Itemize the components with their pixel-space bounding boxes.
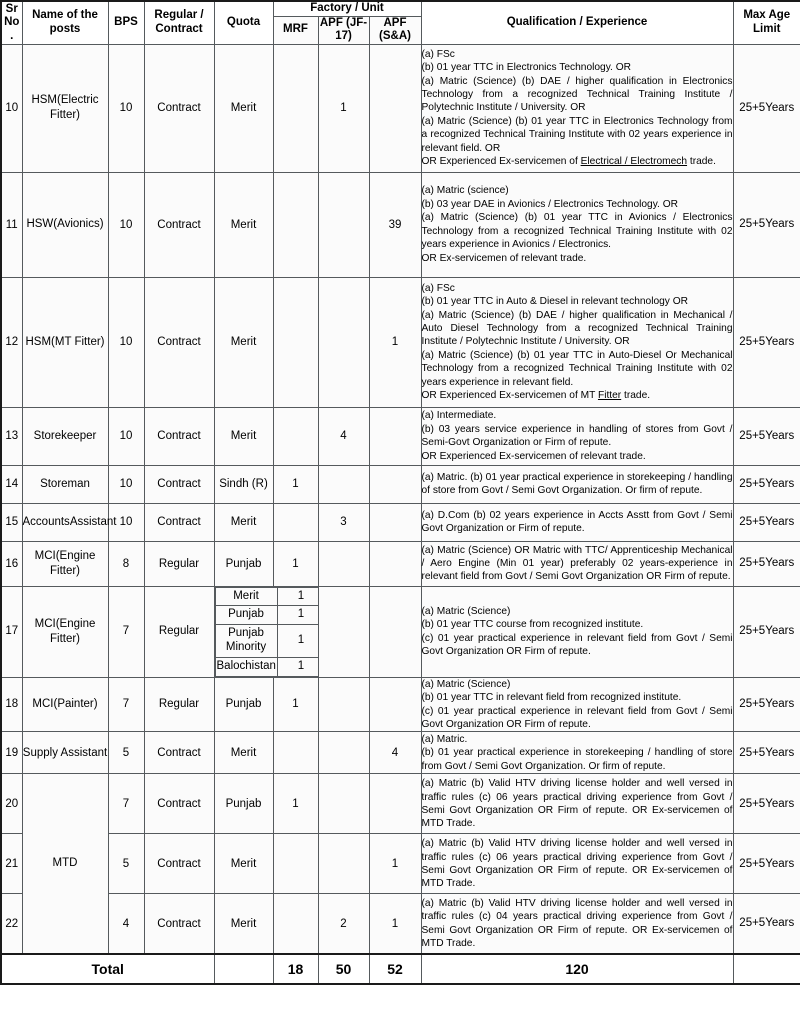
cell-mrf: 1 xyxy=(273,465,318,503)
total-apf-jf17: 50 xyxy=(318,954,369,984)
post-name-line2: (Engine Fitter) xyxy=(49,617,96,645)
quota-mrf-value: 1 xyxy=(277,606,325,625)
post-name-line1: Supply Assistant xyxy=(22,746,108,759)
cell-apf-sa: 1 xyxy=(369,894,421,954)
cell-post-name xyxy=(22,44,108,172)
max-age-line1: 25+5 xyxy=(739,746,766,759)
cell-max-age-limit xyxy=(733,277,800,407)
table-row xyxy=(1,732,800,774)
max-age-line2: Years xyxy=(765,477,795,490)
header-sr-no-line2: No xyxy=(4,16,20,29)
cell-bps: 7 xyxy=(108,774,144,834)
header-qualification-experience: Qualification / Experience xyxy=(421,1,733,44)
max-age-line2: Years xyxy=(765,917,795,930)
qualification-line: (c) 01 year practical experience in relevant field from Govt / Semi Govt Organization OR Firm of repute. xyxy=(421,705,733,731)
table-row xyxy=(1,586,800,677)
cell-bps: 10 xyxy=(108,465,144,503)
post-name-line2: (Engine Fitter) xyxy=(49,549,96,577)
header-sr-no xyxy=(1,1,22,44)
qualification-line: (a) Matric (Science) xyxy=(421,678,511,690)
cell-mrf xyxy=(273,407,318,465)
qualification-line: (a) Matric (b) Valid HTV driving license holder and well versed in traffic rules (c) 06 years practical driving experience from Govt / Semi Govt Organization OR Firm of repute. OR Ex-servicemen of MTD Trade. xyxy=(421,778,733,830)
qualification-cell xyxy=(421,774,733,834)
cell-sr-no: 13 xyxy=(1,407,22,465)
cell-regular-contract: Regular xyxy=(144,677,214,732)
cell-apf-jf17 xyxy=(318,774,369,834)
header-sr-no-line1: Sr xyxy=(5,2,18,15)
max-age-line1: 25+5 xyxy=(739,101,766,114)
max-age-line1: 25+5 xyxy=(739,557,766,570)
header-bps: BPS xyxy=(108,1,144,44)
cell-apf-jf17 xyxy=(318,541,369,586)
cell-regular-contract: Regular xyxy=(144,541,214,586)
quota-breakdown-row xyxy=(215,657,325,676)
cell-sr-no: 19 xyxy=(1,732,22,774)
cell-post-name xyxy=(22,465,108,503)
qualification-cell xyxy=(421,407,733,465)
post-name-line2: (Avionics) xyxy=(53,218,104,231)
quota-mrf-value: 1 xyxy=(277,625,325,658)
post-name-line1: MCI xyxy=(32,698,54,711)
cell-apf-sa xyxy=(369,774,421,834)
header-regular-contract xyxy=(144,1,214,44)
cell-quota: Merit xyxy=(214,277,273,407)
qualification-cell xyxy=(421,732,733,774)
cell-apf-jf17 xyxy=(318,834,369,894)
cell-apf-sa xyxy=(369,503,421,541)
cell-quota: Merit xyxy=(214,407,273,465)
cell-apf-jf17 xyxy=(318,465,369,503)
qualification-line: (a) Matric (Science) (b) DAE / higher qualification in Mechanical / Auto Diesel Technology from a recognized Technical Training Institute / Polytechnic Institute / University. OR xyxy=(421,309,733,348)
cell-max-age-limit xyxy=(733,586,800,677)
qualification-line: (a) Matric (b) Valid HTV driving license holder and well versed in traffic rules (c) 06 years practical driving experience from Govt / Semi Govt Organization OR Firm of repute. OR Ex-servicemen of MTD Trade. xyxy=(421,838,733,890)
cell-max-age-limit xyxy=(733,465,800,503)
max-age-line1: 25+5 xyxy=(739,515,766,528)
table-row xyxy=(1,407,800,465)
qualification-line: (a) Matric (b) Valid HTV driving license holder and well versed in traffic rules (c) 04 years practical driving experience from Govt / Semi Govt Organization OR Firm of repute. OR Ex-servicemen of MTD Trade. xyxy=(421,897,733,950)
qualification-line: (a) Matric (science) xyxy=(421,185,509,197)
table-row xyxy=(1,172,800,277)
post-name-line1: Accounts xyxy=(22,515,70,528)
cell-quota-subtable xyxy=(214,586,318,677)
cell-bps: 10 xyxy=(108,407,144,465)
cell-bps: 5 xyxy=(108,732,144,774)
cell-post-name: MTD xyxy=(22,774,108,954)
table-row xyxy=(1,44,800,172)
cell-bps: 8 xyxy=(108,541,144,586)
qualification-line: OR Experienced Ex-servicemen of Electrical / Electromech trade. xyxy=(421,156,716,168)
cell-bps: 10 xyxy=(108,277,144,407)
table-header xyxy=(1,1,800,44)
header-regular-line2: Contract xyxy=(155,22,203,35)
cell-regular-contract: Regular xyxy=(144,586,214,677)
cell-regular-contract: Contract xyxy=(144,894,214,954)
table-body xyxy=(1,44,800,984)
max-age-line2: Years xyxy=(765,625,795,638)
header-apf-sa-line2: (S&A) xyxy=(379,30,411,43)
header-quota: Quota xyxy=(214,1,273,44)
cell-apf-sa xyxy=(369,586,421,677)
header-apf-jf17 xyxy=(318,16,369,44)
qualification-line: (b) 03 year DAE in Avionics / Electronics Technology. OR xyxy=(421,198,678,210)
cell-quota: Merit xyxy=(214,732,273,774)
header-max-age-limit xyxy=(733,1,800,44)
max-age-line2: Years xyxy=(765,698,795,711)
cell-max-age-limit xyxy=(733,834,800,894)
cell-sr-no: 11 xyxy=(1,172,22,277)
cell-apf-sa xyxy=(369,407,421,465)
qualification-line: (a) D.Com (b) 02 years experience in Accts Asstt from Govt / Semi Govt Organization or Firm of repute. xyxy=(421,509,733,535)
cell-sr-no: 15 xyxy=(1,503,22,541)
total-grand: 120 xyxy=(421,954,733,984)
cell-max-age-limit xyxy=(733,732,800,774)
max-age-line1: 25+5 xyxy=(739,797,766,810)
max-age-line1: 25+5 xyxy=(739,218,766,231)
post-name-line1: MCI xyxy=(34,617,56,630)
cell-bps: 7 xyxy=(108,677,144,732)
qualification-cell xyxy=(421,541,733,586)
qualification-line: (b) 03 years service experience in handling of stores from Govt / Semi-Govt Organization or Firm of repute. xyxy=(421,423,733,449)
qualification-line: (a) Matric. (b) 01 year practical experience in storekeeping / handling of store from Govt / Semi Govt Organization. Or firm of repute. xyxy=(421,471,733,497)
post-name-line1: HSM xyxy=(31,94,58,107)
quota-breakdown-row xyxy=(215,625,325,658)
max-age-line2: Years xyxy=(765,557,795,570)
max-age-line2: Years xyxy=(765,335,795,348)
max-age-line2: Years xyxy=(765,218,795,231)
max-age-line1: 25+5 xyxy=(739,857,766,870)
table-row xyxy=(1,774,800,834)
header-apf-sa xyxy=(369,16,421,44)
cell-quota: Merit xyxy=(214,503,273,541)
cell-sr-no: 18 xyxy=(1,677,22,732)
qualification-cell xyxy=(421,277,733,407)
cell-max-age-limit xyxy=(733,541,800,586)
max-age-line1: 25+5 xyxy=(739,698,766,711)
max-age-line2: Years xyxy=(765,515,795,528)
cell-regular-contract: Contract xyxy=(144,503,214,541)
post-name-line2: (Electric Fitter) xyxy=(49,94,99,122)
cell-apf-jf17 xyxy=(318,277,369,407)
quota-label: Punjab xyxy=(215,606,277,625)
max-age-line1: 25+5 xyxy=(739,917,766,930)
qualification-cell xyxy=(421,586,733,677)
max-age-line2: Years xyxy=(765,797,795,810)
quota-mrf-value: 1 xyxy=(277,657,325,676)
cell-mrf xyxy=(273,44,318,172)
cell-apf-sa: 4 xyxy=(369,732,421,774)
cell-quota: Merit xyxy=(214,894,273,954)
cell-quota: Sindh (R) xyxy=(214,465,273,503)
header-max-age-line1: Max Age xyxy=(743,9,791,22)
cell-apf-jf17 xyxy=(318,172,369,277)
qualification-cell xyxy=(421,894,733,954)
cell-post-name xyxy=(22,541,108,586)
header-apf-sa-line1: APF xyxy=(383,16,407,29)
header-name-of-posts xyxy=(22,1,108,44)
cell-max-age-limit xyxy=(733,894,800,954)
cell-max-age-limit xyxy=(733,172,800,277)
header-max-age-line2: Limit xyxy=(753,22,781,35)
table-row xyxy=(1,894,800,954)
cell-quota: Punjab xyxy=(214,677,273,732)
cell-apf-jf17 xyxy=(318,586,369,677)
cell-apf-sa xyxy=(369,465,421,503)
qualification-line: (a) Intermediate. xyxy=(421,410,497,422)
total-mrf: 18 xyxy=(273,954,318,984)
qualification-line: (a) Matric. xyxy=(421,733,468,745)
header-row-top xyxy=(1,1,800,16)
cell-apf-jf17: 2 xyxy=(318,894,369,954)
header-sr-no-line3: . xyxy=(10,29,14,42)
max-age-line2: Years xyxy=(765,101,795,114)
max-age-line2: Years xyxy=(765,857,795,870)
qualification-line: (b) 01 year TTC in Electronics Technology. OR xyxy=(421,62,631,74)
header-regular-line1: Regular / xyxy=(154,9,204,22)
qualification-line: (c) 01 year practical experience in relevant field from Govt / Semi Govt Organization OR Firm of repute. xyxy=(421,632,733,658)
max-age-line1: 25+5 xyxy=(739,335,766,348)
cell-max-age-limit xyxy=(733,44,800,172)
cell-sr-no: 16 xyxy=(1,541,22,586)
qualification-line: (a) Matric (Science) (b) DAE / higher qualification in Electronics Technology from a recognized Technical Training Institute / Polytechnic Institute / University. OR xyxy=(421,75,733,114)
cell-max-age-limit xyxy=(733,774,800,834)
header-apf-jf17-line1: APF xyxy=(319,16,343,29)
qualification-line: (a) FSc xyxy=(421,48,455,60)
table-row xyxy=(1,503,800,541)
qualification-line: OR Experienced Ex-servicemen of MT Fitter trade. xyxy=(421,390,651,402)
quota-mrf-value: 1 xyxy=(277,587,325,606)
max-age-line1: 25+5 xyxy=(739,429,766,442)
quota-label: Balochistan xyxy=(215,657,277,676)
post-name-line1: MCI xyxy=(34,549,56,562)
post-name-line1: Storekeeper xyxy=(33,429,97,442)
cell-mrf xyxy=(273,172,318,277)
qualification-line: (a) Matric (Science) (b) 01 year TTC in Auto-Diesel Or Mechanical Technology from a recognized Technical Training Institute with 02 years experience in relevant field. xyxy=(421,349,733,388)
cell-regular-contract: Contract xyxy=(144,732,214,774)
cell-mrf xyxy=(273,503,318,541)
cell-regular-contract: Contract xyxy=(144,465,214,503)
cell-regular-contract: Contract xyxy=(144,834,214,894)
cell-post-name xyxy=(22,172,108,277)
cell-bps: 7 xyxy=(108,586,144,677)
qualification-line: (b) 01 year TTC in Auto & Diesel in relevant technology OR xyxy=(421,296,689,308)
cell-apf-sa xyxy=(369,541,421,586)
cell-regular-contract: Contract xyxy=(144,407,214,465)
cell-apf-sa: 39 xyxy=(369,172,421,277)
header-name-line2: the posts xyxy=(49,9,98,35)
cell-post-name xyxy=(22,586,108,677)
max-age-line1: 25+5 xyxy=(739,625,766,638)
qualification-cell xyxy=(421,834,733,894)
cell-max-age-limit xyxy=(733,407,800,465)
cell-apf-jf17: 3 xyxy=(318,503,369,541)
cell-mrf xyxy=(273,732,318,774)
cell-apf-sa: 1 xyxy=(369,834,421,894)
cell-apf-jf17: 1 xyxy=(318,44,369,172)
total-apf-sa: 52 xyxy=(369,954,421,984)
cell-mrf xyxy=(273,277,318,407)
cell-apf-sa xyxy=(369,44,421,172)
qualification-underlined-term: Fitter xyxy=(597,390,622,402)
quota-breakdown-table xyxy=(215,587,326,677)
cell-regular-contract: Contract xyxy=(144,277,214,407)
post-name-line2: (MT Fitter) xyxy=(51,335,105,348)
cell-quota: Merit xyxy=(214,834,273,894)
post-name-line2: (Painter) xyxy=(53,698,98,711)
cell-bps: 10 xyxy=(108,503,144,541)
max-age-line2: Years xyxy=(765,429,795,442)
cell-mrf xyxy=(273,894,318,954)
qualification-line: (a) Matric (Science) (b) 01 year TTC in Avionics / Electronics Technology from a recognized Technical Training Institute with 02 years experience in Avionics / Electronics. xyxy=(421,212,733,251)
cell-quota: Punjab xyxy=(214,774,273,834)
quota-breakdown-row xyxy=(215,587,325,606)
qualification-line: (a) Matric (Science) OR Matric with TTC/ Apprenticeship Mechanical / Aero Engine (Min 01 year) preferably 02 years-experience in relevant field from Govt / Semi Govt Organization OR Firm of repute. xyxy=(421,544,733,583)
cell-bps: 10 xyxy=(108,44,144,172)
max-age-line1: 25+5 xyxy=(739,477,766,490)
quota-label: Merit xyxy=(215,587,277,606)
cell-regular-contract: Contract xyxy=(144,44,214,172)
cell-mrf: 1 xyxy=(273,774,318,834)
cell-mrf xyxy=(273,834,318,894)
cell-sr-no: 12 xyxy=(1,277,22,407)
total-quota-blank xyxy=(214,954,273,984)
cell-post-name xyxy=(22,677,108,732)
cell-regular-contract: Contract xyxy=(144,172,214,277)
cell-max-age-limit xyxy=(733,503,800,541)
table-row xyxy=(1,834,800,894)
max-age-line2: Years xyxy=(765,746,795,759)
table-row xyxy=(1,465,800,503)
cell-sr-no: 22 xyxy=(1,894,22,954)
cell-mrf: 1 xyxy=(273,541,318,586)
cell-sr-no: 14 xyxy=(1,465,22,503)
qualification-cell xyxy=(421,172,733,277)
cell-post-name xyxy=(22,407,108,465)
cell-bps: 5 xyxy=(108,834,144,894)
post-name-line1: Storeman xyxy=(40,477,90,490)
cell-sr-no: 21 xyxy=(1,834,22,894)
quota-breakdown-row xyxy=(215,606,325,625)
header-name-line1: Name of xyxy=(32,9,78,22)
cell-post-name xyxy=(22,732,108,774)
header-mrf: MRF xyxy=(273,16,318,44)
qualification-line: (b) 01 year TTC in relevant field from recognized institute. xyxy=(421,692,682,704)
cell-max-age-limit xyxy=(733,677,800,732)
cell-quota: Merit xyxy=(214,172,273,277)
cell-apf-jf17: 4 xyxy=(318,407,369,465)
cell-apf-sa: 1 xyxy=(369,277,421,407)
cell-post-name xyxy=(22,503,117,541)
cell-quota: Punjab xyxy=(214,541,273,586)
table-total-row xyxy=(1,954,800,984)
header-factory-unit: Factory / Unit xyxy=(273,1,421,16)
qualification-line: (a) FSc xyxy=(421,282,455,294)
table-row xyxy=(1,277,800,407)
total-label: Total xyxy=(1,954,214,984)
quota-label: Punjab Minority xyxy=(215,625,277,658)
cell-quota: Merit xyxy=(214,44,273,172)
total-age-blank xyxy=(733,954,800,984)
cell-apf-sa xyxy=(369,677,421,732)
qualification-line: OR Experienced Ex-servicemen of relevant trade. xyxy=(421,450,646,462)
qualification-line: (a) Matric (Science) xyxy=(421,605,511,617)
qualification-cell xyxy=(421,44,733,172)
cell-sr-no: 10 xyxy=(1,44,22,172)
cell-post-name xyxy=(22,277,108,407)
table-row xyxy=(1,677,800,732)
cell-mrf: 1 xyxy=(273,677,318,732)
cell-bps: 4 xyxy=(108,894,144,954)
qualification-cell xyxy=(421,677,733,732)
cell-apf-jf17 xyxy=(318,677,369,732)
cell-sr-no: 17 xyxy=(1,586,22,677)
header-apf-jf17-line2: (JF-17) xyxy=(335,16,368,43)
cell-apf-jf17 xyxy=(318,732,369,774)
cell-regular-contract: Contract xyxy=(144,774,214,834)
post-name-line2: Assistant xyxy=(69,515,117,528)
table-row xyxy=(1,541,800,586)
cell-sr-no: 20 xyxy=(1,774,22,834)
cell-bps: 10 xyxy=(108,172,144,277)
qualification-line: (a) Matric (Science) (b) 01 year TTC in Electronics Technology from a recognized Technical Training Institute with 02 years experience in relevant field. OR xyxy=(421,115,733,154)
qualification-cell xyxy=(421,465,733,503)
qualification-line: OR Ex-servicemen of relevant trade. xyxy=(421,252,587,264)
qualification-line: (b) 01 year practical experience in storekeeping / handling of store from Govt / Semi Govt Organization. Or firm of repute. xyxy=(421,747,733,772)
qualification-underlined-term: Electrical / Electromech xyxy=(580,156,688,168)
qualification-line: (b) 01 year TTC course from recognized institute. xyxy=(421,619,644,631)
post-name-line1: HSW xyxy=(26,218,54,231)
post-name-line1: HSM xyxy=(25,335,52,348)
qualification-cell xyxy=(421,503,733,541)
